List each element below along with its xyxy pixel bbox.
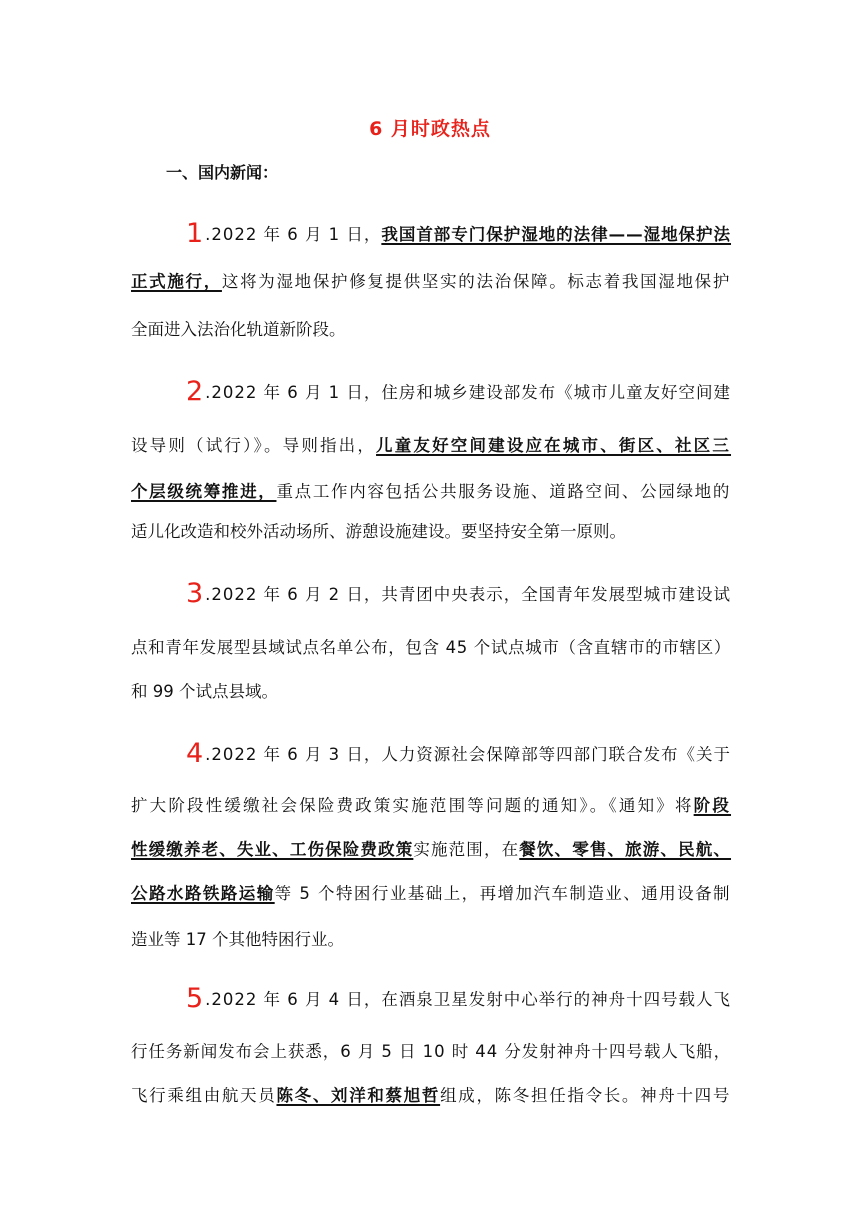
news-number: 2 (186, 376, 205, 407)
news-5-line-3 (131, 1084, 731, 1108)
page-title: 6 月时政热点 (369, 118, 491, 140)
body-text: 这将为湿地保护修复提供坚实的法治保障。标志着我国湿地保护 (221, 272, 732, 291)
body-text: .2022 年 6 月 4 日，在酒泉卫星发射中心举行的神舟十四号载人飞 (205, 990, 731, 1009)
body-text: 扩大阶段性缓缴社会保险费政策实施范围等问题的通知》。《通知》将 (131, 796, 694, 815)
news-2-line-2 (131, 434, 731, 458)
body-text: .2022 年 6 月 1 日，住房和城乡建设部发布《城市儿童友好空间建 (205, 383, 731, 402)
body-text: 适儿化改造和校外活动场所、游憩设施建设。要坚持安全第一原则。 (131, 522, 626, 541)
news-4-line-4 (131, 882, 731, 906)
highlight-text: 正式施行， (131, 272, 222, 291)
highlight-text: 公路水路铁路运输 (131, 884, 275, 903)
highlight-text: 个层级统筹推进， (131, 482, 277, 501)
body-text: 设导则（试行）》。导则指出， (131, 436, 377, 455)
news-2-line-4 (131, 520, 626, 544)
news-number: 1 (186, 218, 205, 249)
news-1-line-1 (186, 218, 732, 249)
news-1-line-3 (131, 318, 346, 342)
news-4-line-2 (131, 794, 731, 818)
highlight-text: 陈冬、刘洋和蔡旭哲 (276, 1086, 441, 1105)
news-1-line-2 (131, 270, 731, 294)
news-4-line-3 (131, 838, 731, 862)
body-text: .2022 年 6 月 2 日，共青团中央表示，全国青年发展型城市建设试 (205, 585, 731, 604)
news-2-line-1 (186, 376, 731, 407)
body-text: 行任务新闻发布会上获悉，6 月 5 日 10 时 44 分发射神舟十四号载人飞船， (131, 1042, 731, 1061)
highlight-text: 性缓缴养老、失业、工伤保险费政策 (131, 840, 414, 859)
body-text: .2022 年 6 月 1 日， (205, 225, 382, 244)
body-text: 重点工作内容包括公共服务设施、道路空间、公园绿地的 (276, 482, 732, 501)
body-text: 和 99 个试点县域。 (131, 682, 278, 701)
body-text: 实施范围，在 (413, 840, 520, 859)
news-number: 5 (186, 983, 205, 1014)
news-4-line-5 (131, 928, 344, 952)
highlight-text: 餐饮、零售、旅游、民航、 (519, 840, 732, 859)
body-text: 造业等 17 个其他特困行业。 (131, 930, 344, 949)
body-text: 全面进入法治化轨道新阶段。 (131, 320, 346, 339)
news-number: 3 (186, 578, 205, 609)
highlight-text: 儿童友好空间建设应在城市、街区、社区三 (376, 436, 732, 455)
news-4-line-1 (186, 738, 731, 769)
highlight-text: 阶段 (693, 796, 732, 815)
news-3-line-2 (131, 636, 731, 660)
news-3-line-3 (131, 680, 278, 704)
news-number: 4 (186, 738, 205, 769)
news-5-line-2 (131, 1040, 731, 1064)
body-text: 等 5 个特困行业基础上，再增加汽车制造业、通用设备制 (274, 884, 732, 903)
news-5-line-1 (186, 983, 731, 1014)
body-text: 飞行乘组由航天员 (131, 1086, 277, 1105)
news-3-line-1 (186, 578, 731, 609)
body-text: .2022 年 6 月 3 日，人力资源社会保障部等四部门联合发布《关于 (205, 745, 731, 764)
body-text: 点和青年发展型县域试点名单公布，包含 45 个试点城市（含直辖市的市辖区） (131, 638, 731, 657)
section-heading: 一、国内新闻： (166, 163, 279, 182)
body-text: 组成，陈冬担任指令长。神舟十四号 (440, 1086, 732, 1105)
news-2-line-3 (131, 480, 731, 504)
highlight-text: 我国首部专门保护湿地的法律——湿地保护法 (381, 225, 732, 244)
